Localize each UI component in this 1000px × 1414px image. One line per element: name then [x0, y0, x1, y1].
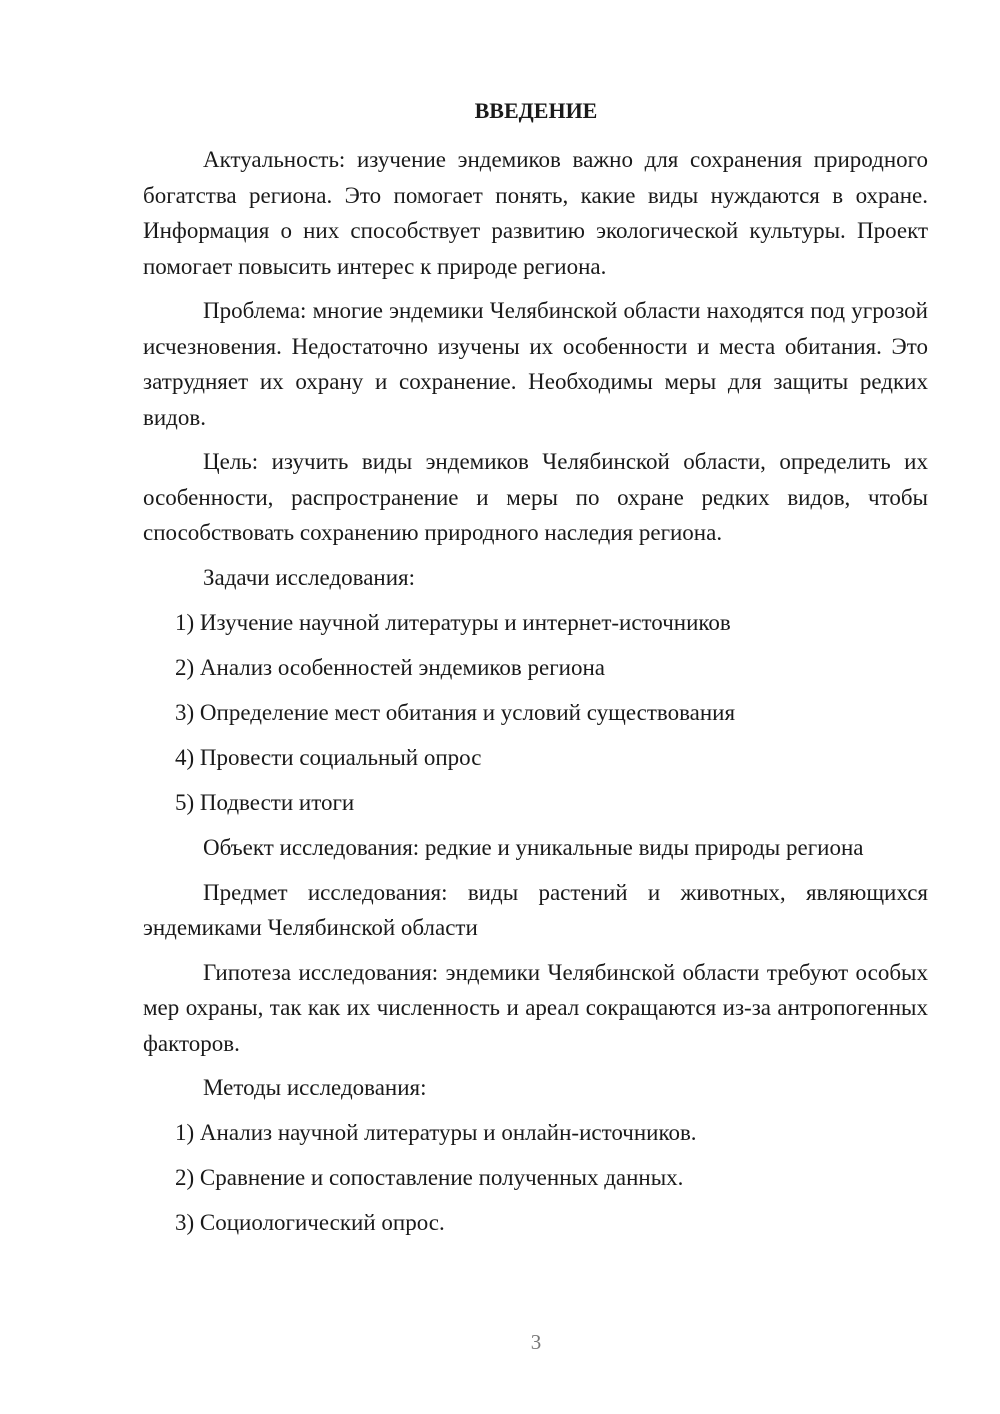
subject-paragraph: Предмет исследования: виды растений и животных, являющихся эндемиками Челябинской области — [143, 879, 928, 940]
document-body — [143, 142, 928, 1250]
page-title: ВВЕДЕНИЕ — [474, 98, 598, 123]
tasks-list — [143, 605, 928, 821]
list-item: 2) Сравнение и сопоставление полученных данных. — [175, 1165, 684, 1190]
goal-paragraph: Цель: изучить виды эндемиков Челябинской области, определить их особенности, распространение и меры по охране редких видов, чтобы способствовать сохранению природного наследия региона. — [143, 449, 928, 545]
object-paragraph: Объект исследования: редкие и уникальные виды природы региона — [203, 834, 864, 860]
methods-heading: Методы исследования: — [203, 1075, 427, 1100]
hypothesis-paragraph: Гипотеза исследования: эндемики Челябинской области требуют особых мер охраны, так как их численность и ареал сокращаются из-за антропогенных факторов. — [143, 959, 928, 1056]
problem-paragraph: Проблема: многие эндемики Челябинской области находятся под угрозой исчезновения. Недостаточно изучены их особенности и места обитания. Это затрудняет их охрану и сохранение. Необходимы меры для защиты редких видов. — [143, 298, 928, 430]
list-item: 3) Социологический опрос. — [175, 1210, 445, 1235]
list-item: 5) Подвести итоги — [175, 789, 355, 815]
list-item: 1) Изучение научной литературы и интернет-источников — [175, 609, 731, 635]
list-item: 2) Анализ особенностей эндемиков региона — [175, 654, 606, 680]
tasks-heading: Задачи исследования: — [203, 564, 416, 590]
page-number: 3 — [530, 1330, 542, 1354]
relevance-paragraph: Актуальность: изучение эндемиков важно для сохранения природного богатства региона. Это помогает понять, какие виды нуждаются в охране. Информация о них способствует развитию экологической культуры. Проект помогает повысить интерес к природе региона. — [143, 147, 928, 279]
methods-list — [143, 1115, 928, 1241]
list-item: 4) Провести социальный опрос — [175, 744, 482, 770]
list-item: 1) Анализ научной литературы и онлайн-источников. — [175, 1120, 697, 1145]
list-item: 3) Определение мест обитания и условий существования — [175, 699, 736, 725]
